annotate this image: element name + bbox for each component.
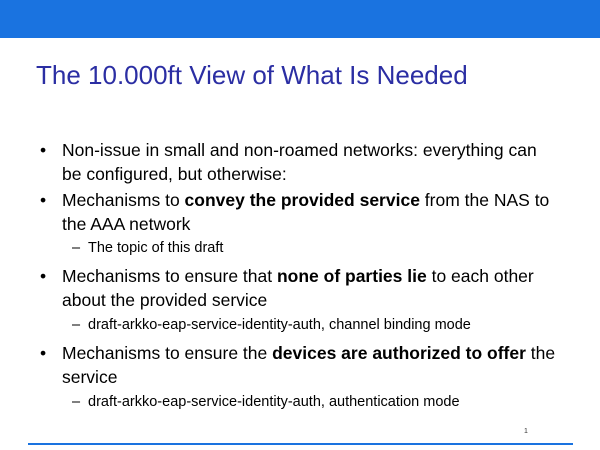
bullet-item xyxy=(40,188,560,236)
bullet-text-part: from the NAS to the AAA network xyxy=(62,190,550,234)
bullet-text-bold: convey the provided service xyxy=(184,190,420,210)
dash-marker: – xyxy=(72,317,81,333)
bullet-text-part: Mechanisms to xyxy=(62,190,185,210)
bullet-text-part: the service xyxy=(62,343,556,387)
bullet-marker: • xyxy=(40,266,47,286)
bullet-text-bold: none of parties lie xyxy=(276,266,427,286)
sub-bullet-text: draft-arkko-eap-service-identity-auth, authentication mode xyxy=(88,394,460,410)
dash-marker: – xyxy=(72,394,81,410)
sub-bullet-item xyxy=(72,393,460,411)
bullet-text-part: Mechanisms to ensure that xyxy=(62,266,277,286)
bullet-text xyxy=(62,341,560,389)
bullet-text-part: to each other about the provided service xyxy=(62,266,534,310)
bullet-item xyxy=(40,341,560,389)
bullet-item xyxy=(40,264,560,312)
sub-bullet-item xyxy=(72,316,471,334)
dash-marker: – xyxy=(72,240,81,256)
sub-bullet-item xyxy=(72,239,223,257)
bullet-text xyxy=(62,264,560,312)
bullet-text-part: Mechanisms to ensure the xyxy=(62,343,273,363)
bullet-marker: • xyxy=(40,140,47,160)
bullet-marker: • xyxy=(40,343,47,363)
bullet-text xyxy=(62,138,560,186)
bullet-marker: • xyxy=(40,190,47,210)
bullet-item xyxy=(40,138,560,186)
bullet-text xyxy=(62,188,560,236)
bullet-text-part: Non-issue in small and non-roamed networks: everything can be configured, but otherwise: xyxy=(62,140,537,184)
sub-bullet-text: draft-arkko-eap-service-identity-auth, channel binding mode xyxy=(88,317,471,333)
footer-line xyxy=(28,443,573,445)
slide-title: The 10.000ft View of What Is Needed xyxy=(36,60,468,90)
sub-bullet-text: The topic of this draft xyxy=(88,240,224,256)
page-number: 1 xyxy=(524,428,528,435)
bullet-text-bold: devices are authorized to offer xyxy=(272,343,526,363)
